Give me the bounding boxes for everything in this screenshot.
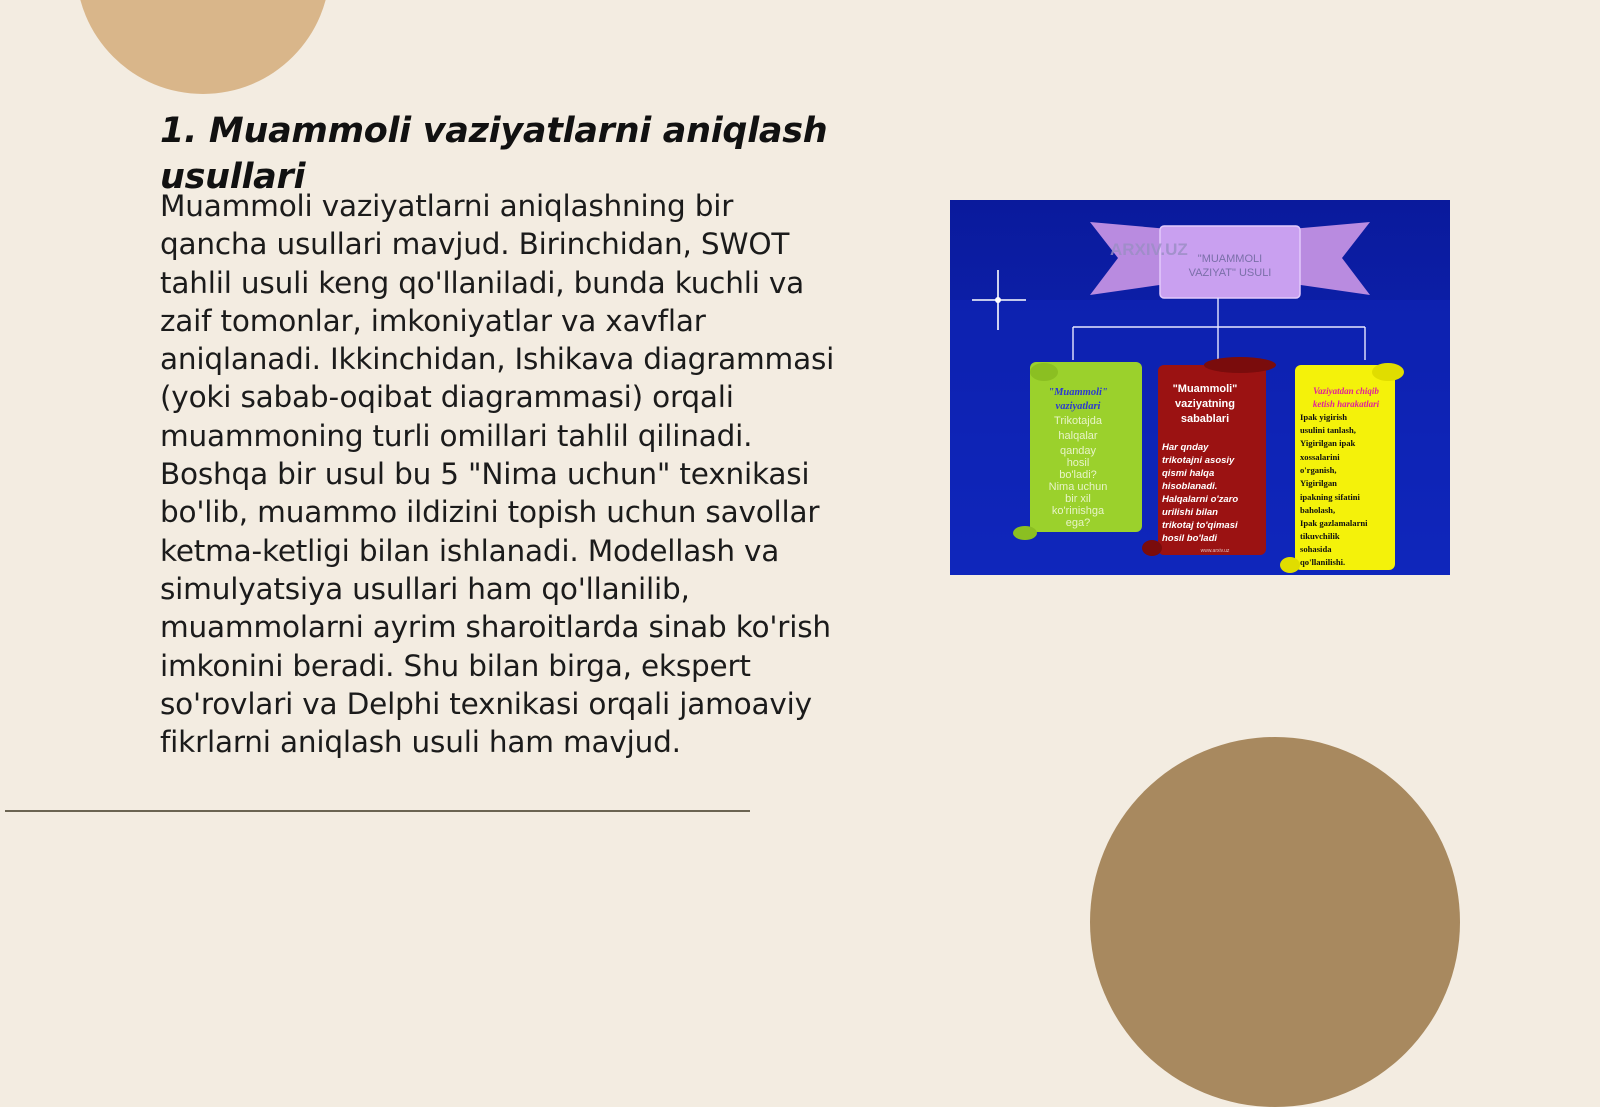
scroll-middle-body-3: qismi halqa: [1162, 468, 1215, 479]
scroll-left-body-4: hosil: [1066, 457, 1090, 469]
divider-line: [5, 810, 750, 812]
scroll-right-body-7: ipakning sifatini: [1300, 492, 1360, 502]
scroll-right-body-4: xossalarini: [1300, 452, 1340, 462]
slide-title: 1. Muammoli vaziyatlarni aniqlash usullari: [160, 111, 828, 197]
banner-watermark: ARXIV.UZ: [1110, 240, 1188, 259]
slide-figure: [950, 200, 1450, 575]
scroll-right-body-8: baholash,: [1300, 505, 1336, 515]
scroll-left-body-5: bo'ladi?: [1059, 469, 1097, 481]
scroll-middle-body-8: hosil bo'ladi: [1162, 533, 1218, 544]
scroll-right-body-5: o'rganish,: [1300, 465, 1337, 475]
banner-title-line-1: "MUAMMOLI: [1197, 253, 1263, 265]
scroll-left-body-1: Trikotajda: [1054, 415, 1102, 427]
scroll-middle-body-1: Har qnday: [1162, 442, 1209, 453]
scroll-left-body-3: qanday: [1059, 445, 1097, 457]
scroll-left-heading-1: "Muammoli": [1048, 387, 1108, 398]
scroll-middle-heading-3: sabablari: [1180, 413, 1230, 425]
scroll-right-heading-1: Vaziyatdan chiqib: [1313, 386, 1379, 396]
banner-title-line-2: VAZIYAT" USULI: [1188, 267, 1272, 279]
scroll-right-body-10: tikuvchilik: [1300, 531, 1340, 541]
scroll-middle-body-7: trikotaj to'qimasi: [1162, 520, 1238, 531]
scroll-middle-body-4: hisoblanadi.: [1162, 481, 1218, 492]
scroll-right-body-3: Yigirilgan ipak: [1300, 438, 1356, 448]
scroll-left-heading-2: vaziyatlari: [1055, 401, 1101, 412]
scroll-middle-body-6: urilishi bilan: [1162, 507, 1218, 518]
slide-body-text: Muammoli vaziyatlarni aniqlashning bir qancha usullari mavjud. Birinchidan, SWOT tahlil usuli keng qo'llaniladi, bunda kuchli va zaif tomonlar, imkoniyatlar va xavflar aniqlanadi. Ikkinchidan, Ishikava diagrammasi (yoki sabab-oqibat diagrammasi) orqali muammoning turli omillari tahlil qilinadi. Boshqa bir usul bu 5 "Nima uchun" texnikasi bo'lib, muammo ildizini topish uchun savollar ketma-ketligi bilan ishlanadi. Modellash va simulyatsiya usullari ham qo'llanilib, muammolarni ayrim sharoitlarda sinab ko'rish imkonini beradi. Shu bilan birga, ekspert so'rovlari va Delphi texnikasi orqali jamoaviy fikrlarni aniqlash usuli ham mavjud.: [160, 189, 835, 760]
scroll-middle-heading-2: vaziyatning: [1175, 398, 1235, 410]
scroll-left-body-2: halqalar: [1058, 430, 1098, 442]
scroll-left-body-9: ega?: [1065, 517, 1091, 529]
scroll-left-body-8: ko'rinishga: [1051, 505, 1105, 517]
scroll-right-body-2: usulini tanlash,: [1300, 425, 1356, 435]
scroll-right-heading-2: ketish harakatlari: [1312, 399, 1380, 409]
scroll-right-body-11: sohasida: [1300, 544, 1332, 554]
scroll-left-body-7: bir xil: [1065, 493, 1091, 505]
scroll-right-body-12: qo'llanilishi.: [1300, 557, 1346, 567]
decorative-circle-bottom: [1090, 737, 1460, 1107]
figure-footer: www.arxiv.uz: [1200, 548, 1230, 554]
scroll-middle-heading-1: "Muammoli": [1172, 383, 1238, 395]
decorative-circle-top: [76, 0, 330, 94]
scroll-right-body-1: Ipak yigirish: [1300, 412, 1348, 422]
scroll-right-body-6: Yigirilgan: [1300, 478, 1337, 488]
scroll-left-body-6: Nima uchun: [1048, 481, 1108, 493]
scroll-middle-body-5: Halqalarni o'zaro: [1162, 494, 1239, 505]
scroll-middle-body-2: trikotajni asosiy: [1162, 455, 1235, 466]
scroll-right-body-9: Ipak gazlamalarni: [1300, 518, 1368, 528]
